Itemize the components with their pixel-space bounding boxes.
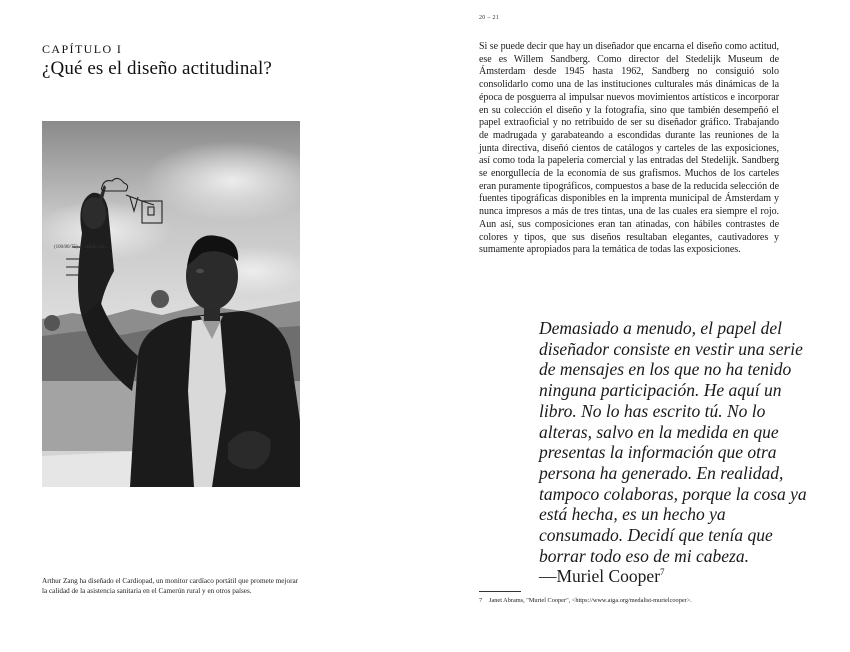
footnote-number: 7 [479, 597, 483, 604]
hand [82, 197, 106, 229]
tree [44, 315, 60, 331]
tree [151, 290, 169, 308]
photo-illustration [42, 121, 300, 487]
footnote-rule [479, 591, 521, 592]
footnote-mark: 7 [660, 567, 665, 578]
photo-arthur-zang [42, 121, 300, 487]
right-page [425, 0, 850, 652]
page-numbers: 20 – 21 [479, 15, 500, 21]
body-paragraph: Si se puede decir que hay un diseñador que encarna el diseño como actitud, ese es Willem Sandberg. Como director del Stedelijk Museum de Ámsterdam desde 1945 hasta 1962, Sandberg no consiguió solo consolidarlo como una de las instituciones culturales más dinámicas de la época de posguerra al impulsar nuevos movimientos artísticos e incorporar en su colección el diseño y la fotografía, sino que también desempeñó el papel extraoficial y no retribuido de ser su diseñador gráfico. Trabajando de madrugada y garabateando a escondidas durante las reuniones de la junta directiva, diseñó cientos de catálogos y carteles de las exposiciones, así como toda la papelería comercial y las entradas del Stedelijk. Sandberg se enorgullecía de la economía de sus grafismos. Muchos de los carteles eran puramente tipográficos, compuestos a base de la reducida selección de fuentes tipográficas disponibles en la imprenta municipal de Ámsterdam y nunca impresos a más de tres tintas, una de las cuales era siempre el rojo. Aun así, sus composiciones eran tan atinadas, con hábiles contrastes de colores y tipos, que sus diseños resultaban elegantes, cautivadores y sumamente apropiados para la temática de todas las exposiciones. [479, 41, 779, 256]
glass-writing: (100/80/75) ... +JAX+10 ... [54, 245, 109, 250]
photo-caption: Arthur Zang ha diseñado el Cardiopad, un monitor cardíaco portátil que promete mejorar la calidad de la asistencia sanitaria en el Camerún rural y en otros países. [42, 577, 299, 595]
chapter-label: CAPÍTULO I [42, 42, 123, 56]
quote-attribution [539, 566, 665, 586]
chapter-title: ¿Qué es el diseño actitudinal? [42, 58, 272, 79]
pull-quote [539, 318, 811, 587]
footnote [479, 597, 819, 605]
eye [196, 269, 204, 273]
quote-text: Demasiado a menudo, el papel del diseñador consiste en vestir una serie de mensajes en los que no ha tenido ninguna participación. He aquí un libro. No lo has escrito tú. No lo alteras, salvo en la medida en que presentas la información que otra persona ha generado. En realidad, tampoco colaboras, porque la cosa ya está hecha, es un hecho ya consumado. Decidí que tenía que borrar todo eso de mi cabeza. [539, 318, 807, 566]
footnote-text: Janet Abrams, "Muriel Cooper", <https://www.aiga.org/medalist-murielcooper>. [489, 597, 692, 604]
quote-author: —Muriel Cooper [539, 566, 661, 587]
